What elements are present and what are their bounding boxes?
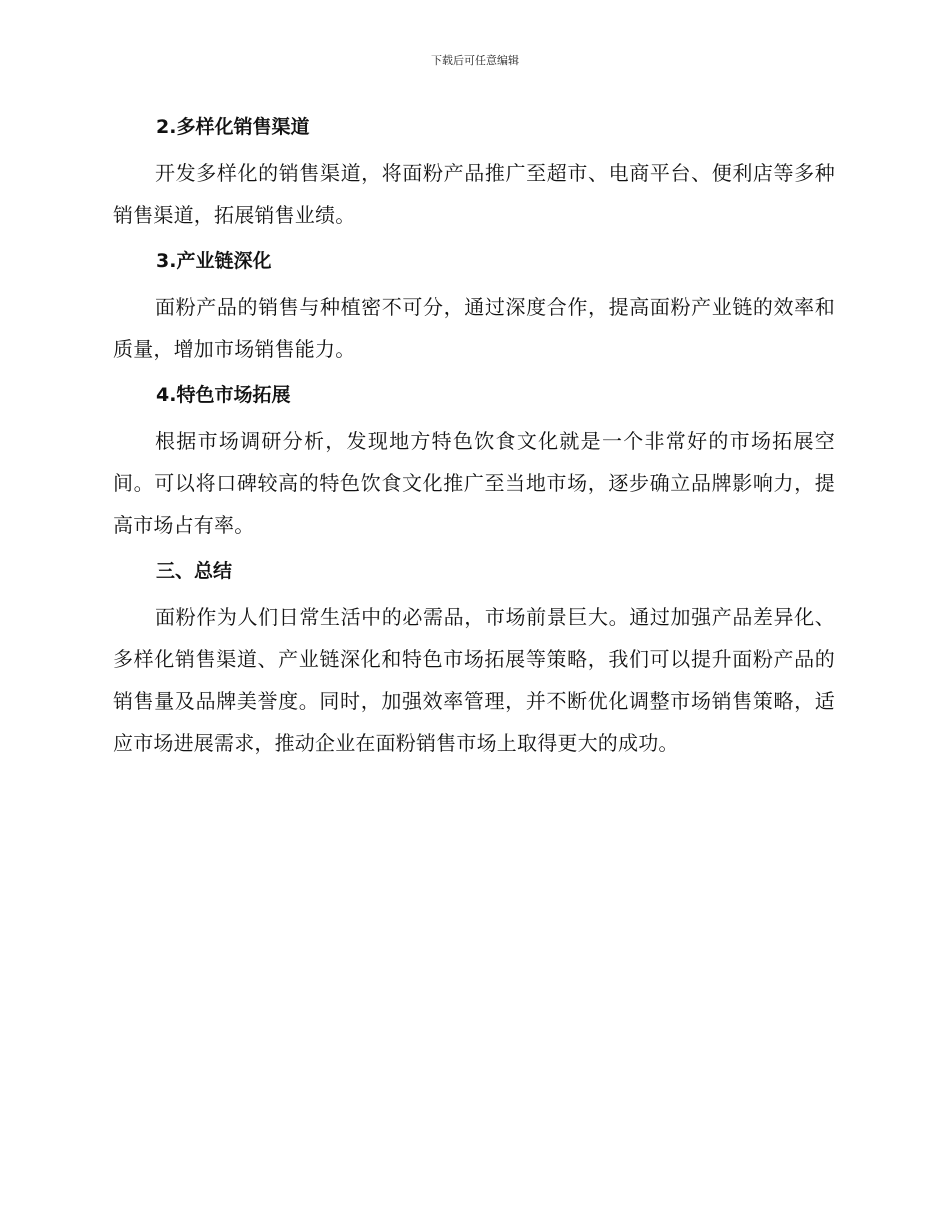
page-header: 下载后可任意编辑 — [431, 54, 519, 67]
section-heading-summary: 三、总结 — [156, 560, 233, 582]
section-paragraph-diversified-channels: 开发多样化的销售渠道，将面粉产品推广至超市、电商平台、便利店等多种销售渠道，拓展销售业绩。 — [113, 161, 835, 227]
section-paragraph-industry-chain: 面粉产品的销售与种植密不可分，通过深度合作，提高面粉产业链的效率和质量，增加市场销售能力。 — [113, 295, 835, 361]
section-heading-specialty-market: 4.特色市场拓展 — [156, 384, 291, 406]
section-heading-industry-chain: 3.产业链深化 — [156, 250, 272, 272]
document-body — [113, 110, 835, 764]
section-paragraph-summary: 面粉作为人们日常生活中的必需品，市场前景巨大。通过加强产品差异化、多样化销售渠道、产业链深化和特色市场拓展等策略，我们可以提升面粉产品的销售量及品牌美誉度。同时，加强效率管理，并不断优化调整市场销售策略，适应市场进展需求，推动企业在面粉销售市场上取得更大的成功。 — [113, 605, 835, 755]
section-heading-diversified-channels: 2.多样化销售渠道 — [156, 116, 310, 138]
section-paragraph-specialty-market: 根据市场调研分析，发现地方特色饮食文化就是一个非常好的市场拓展空间。可以将口碑较高的特色饮食文化推广至当地市场，逐步确立品牌影响力，提高市场占有率。 — [113, 429, 835, 537]
